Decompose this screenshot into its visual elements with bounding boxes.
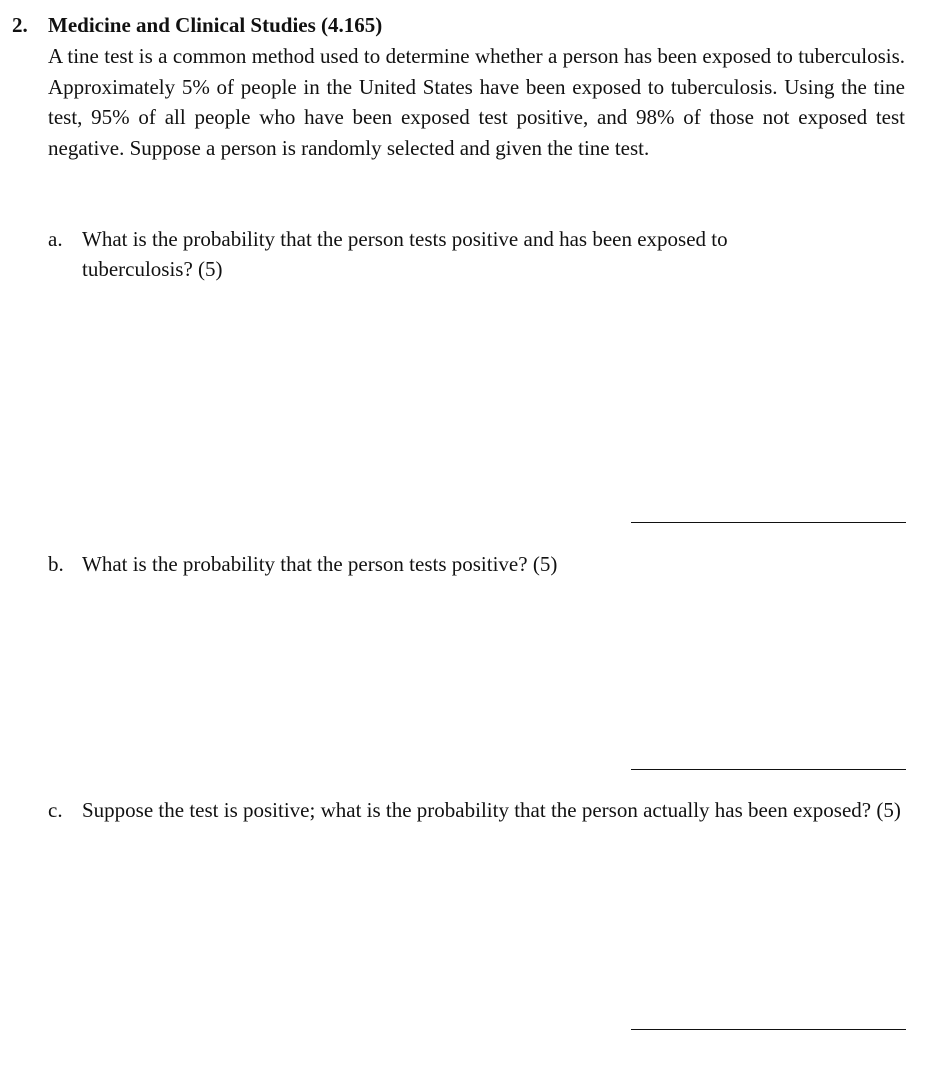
- question-a: [48, 224, 808, 284]
- question-b: [48, 549, 905, 579]
- question-letter: b.: [48, 552, 64, 576]
- question-text: Suppose the test is positive; what is the probability that the person actually has been exposed? (5): [82, 798, 901, 822]
- question-letter: c.: [48, 798, 63, 822]
- question-text: What is the probability that the person tests positive and has been exposed to tuberculosis? (5): [82, 227, 728, 281]
- answer-line-a: [631, 522, 906, 523]
- problem-heading: [12, 11, 382, 39]
- question-text: What is the probability that the person tests positive? (5): [82, 552, 558, 576]
- question-letter: a.: [48, 227, 63, 251]
- question-c: [48, 795, 905, 825]
- answer-line-b: [631, 769, 906, 770]
- problem-number: 2.: [12, 13, 28, 37]
- answer-line-c: [631, 1029, 906, 1030]
- problem-intro: A tine test is a common method used to determine whether a person has been exposed to tuberculosis. Approximately 5% of people in the United States have been exposed to tuberculosis. Using the tine test, 95% of all people who have been exposed test positive, and 98% of those not exposed test negative. Suppose a person is randomly selected and given the tine test.: [48, 44, 905, 160]
- problem-title: Medicine and Clinical Studies (4.165): [48, 13, 383, 37]
